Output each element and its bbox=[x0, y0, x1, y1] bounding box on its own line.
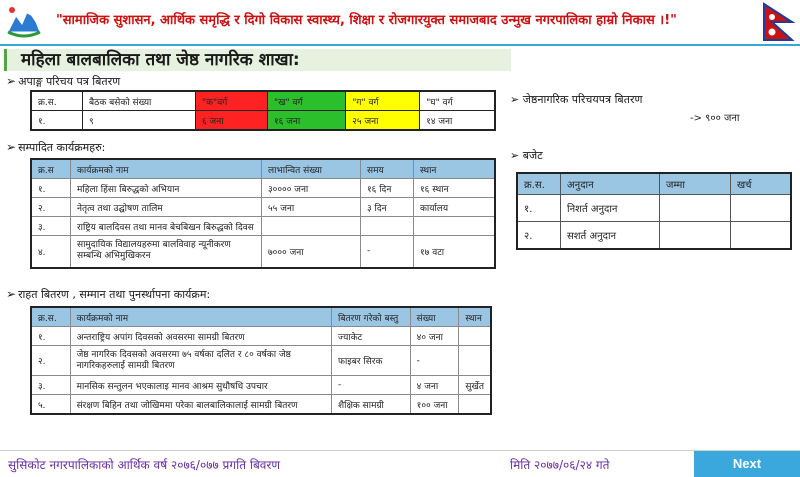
table-cell: ९ bbox=[83, 111, 196, 131]
table-cell: १७ वटा bbox=[414, 236, 496, 268]
table-header-cell: जम्मा bbox=[660, 173, 731, 195]
table-cell: १४ जना bbox=[420, 111, 495, 131]
nepal-flag-icon bbox=[762, 2, 796, 42]
table-cell bbox=[361, 217, 414, 236]
table-row bbox=[31, 327, 491, 346]
table-row bbox=[31, 217, 495, 236]
table-cell: ३०००० जना bbox=[262, 179, 361, 198]
table-row bbox=[517, 222, 791, 250]
table-cell bbox=[459, 395, 491, 415]
table-cell: फाइबर सिरक bbox=[332, 346, 411, 376]
table-cell: १६ दिन bbox=[361, 179, 414, 198]
table-header-cell: क्र.स. bbox=[31, 91, 83, 111]
table-header-cell: क्र.स. bbox=[31, 307, 70, 327]
table-cell: सामुदायिक विद्यालयहरुमा बालविवाह न्यूनीकरण सम्बन्धि अभिमुखिकरन bbox=[71, 236, 262, 268]
table-row bbox=[31, 179, 495, 198]
table-cell bbox=[414, 217, 496, 236]
footer-bar bbox=[0, 450, 800, 477]
table-cell: ६ जना bbox=[196, 111, 268, 131]
footer-report-title: सुसिकोट नगरपालिकाको आर्थिक वर्ष २०७६/०७७ प्रगति बिवरण bbox=[8, 458, 281, 472]
table-header-cell: समय bbox=[361, 159, 414, 179]
table-cell: ५५ जना bbox=[262, 198, 361, 217]
table-cell: महिला हिंसा बिरुद्धको अभियान bbox=[71, 179, 262, 198]
table-cell: मानसिक सन्तुलन भएकालाइ मानव आश्रम सुधौषधि उपचार bbox=[70, 376, 331, 395]
category-ka-header: "क"वर्ग bbox=[196, 91, 268, 111]
table-cell: ४ जना bbox=[410, 376, 459, 395]
section-relief-heading: ➢ राहत बितरण , सम्मान तथा पुनर्स्थापना कार्यक्रम: bbox=[6, 287, 211, 301]
table-header-cell: अनुदान bbox=[561, 173, 660, 195]
table-cell: १६ जना bbox=[268, 111, 346, 131]
table-cell: ज्याकेट bbox=[332, 327, 411, 346]
table-cell bbox=[660, 222, 731, 250]
table-header-row bbox=[31, 307, 491, 327]
arrow-icon: ➢ bbox=[510, 93, 520, 106]
table-cell bbox=[731, 195, 792, 222]
table-header-cell: लाभान्वित संख्या bbox=[262, 159, 361, 179]
table-cell: २. bbox=[517, 222, 561, 250]
table-cell: - bbox=[332, 376, 411, 395]
table-cell: राष्ट्रिय बालदिवस तथा मानव बेचबिखन बिरुद्धको दिवस bbox=[71, 217, 262, 236]
table-cell: ३ दिन bbox=[361, 198, 414, 217]
table-row bbox=[31, 395, 491, 415]
table-cell bbox=[459, 327, 491, 346]
table-header-cell: खर्च bbox=[731, 173, 792, 195]
table-header-cell: कार्यक्रमको नाम bbox=[71, 159, 262, 179]
budget-table bbox=[516, 172, 792, 250]
table-cell: ७००० जना bbox=[262, 236, 361, 268]
senior-id-heading: ➢ जेष्ठनागरिक परिचयपत्र बितरण bbox=[510, 93, 643, 106]
category-gha-header: "घ" वर्ग bbox=[420, 91, 495, 111]
senior-id-count: -> ९०० जना bbox=[690, 113, 740, 124]
table-header-cell: बितरण गरेको बस्तु bbox=[332, 307, 411, 327]
table-cell: अन्तराष्ट्रिय अपांग दिवसको अवसरमा सामग्री बितरण bbox=[70, 327, 331, 346]
arrow-icon: ➢ bbox=[6, 287, 17, 301]
table-header-cell: स्थान bbox=[459, 307, 491, 327]
category-kha-header: "ख" वर्ग bbox=[268, 91, 346, 111]
footer-date: मिति २०७७/०६/२४ गते bbox=[510, 458, 610, 472]
disability-card-table bbox=[30, 90, 496, 131]
table-cell: सुर्खेत bbox=[459, 376, 491, 395]
page-title: महिला बालबालिका तथा जेष्ठ नागरिक शाखा: bbox=[4, 49, 511, 71]
table-cell: १. bbox=[31, 111, 83, 131]
table-cell bbox=[459, 346, 491, 376]
table-header-cell: संख्या bbox=[410, 307, 459, 327]
table-cell: ४. bbox=[31, 236, 71, 268]
table-cell: २५ जना bbox=[346, 111, 420, 131]
table-header-row bbox=[31, 91, 495, 111]
table-cell: कार्यालय bbox=[414, 198, 496, 217]
emblem-logo bbox=[4, 2, 44, 40]
programs-table bbox=[30, 158, 496, 269]
table-cell: १. bbox=[31, 179, 71, 198]
table-header-row bbox=[31, 159, 495, 179]
table-cell: २. bbox=[31, 198, 71, 217]
relief-table bbox=[30, 306, 492, 415]
table-cell: सशर्त अनुदान bbox=[561, 222, 660, 250]
table-row bbox=[517, 195, 791, 222]
table-row bbox=[31, 198, 495, 217]
arrow-icon: ➢ bbox=[6, 74, 17, 88]
section-disability-card-heading: ➢ अपाङ्ग परिचय पत्र बितरण bbox=[6, 74, 121, 88]
table-cell: १. bbox=[31, 327, 70, 346]
top-header bbox=[0, 0, 800, 46]
table-cell: शैक्षिक सामग्री bbox=[332, 395, 411, 415]
next-button[interactable]: Next bbox=[694, 451, 800, 477]
table-cell bbox=[660, 195, 731, 222]
table-row bbox=[31, 236, 495, 268]
table-cell: नेतृत्व तथा उद्घोषण तालिम bbox=[71, 198, 262, 217]
table-header-cell: बैठक बसेको संख्या bbox=[83, 91, 196, 111]
arrow-icon: ➢ bbox=[6, 140, 17, 154]
table-cell: ५. bbox=[31, 395, 70, 415]
arrow-icon: ➢ bbox=[510, 149, 520, 162]
table-cell bbox=[731, 222, 792, 250]
table-cell: १०० जना bbox=[410, 395, 459, 415]
table-cell: १. bbox=[517, 195, 561, 222]
table-row bbox=[31, 376, 491, 395]
table-cell: ३. bbox=[31, 376, 70, 395]
table-cell: २. bbox=[31, 346, 70, 376]
table-header-cell: स्थान bbox=[414, 159, 496, 179]
table-cell: निशर्त अनुदान bbox=[561, 195, 660, 222]
table-header-cell: क्र.स bbox=[31, 159, 71, 179]
table-row bbox=[31, 111, 495, 131]
table-cell: संरक्षण बिहिन तथा जोखिममा परेका बालबालिकालाई सामग्री बितरण bbox=[70, 395, 331, 415]
table-header-row bbox=[517, 173, 791, 195]
table-cell: ३. bbox=[31, 217, 71, 236]
budget-heading: ➢ बजेट bbox=[510, 149, 543, 162]
table-cell: १६ स्थान bbox=[414, 179, 496, 198]
section-programs-heading: ➢ सम्पादित कार्यक्रमहरु: bbox=[6, 140, 106, 154]
slogan-text: "सामाजिक सुशासन, आर्थिक समृद्धि र दिगो विकास स्वास्थ्य, शिक्षा र रोजगारयुक्त समाजबाद उन्मुख नगरपालिका हाम्रो निकास ।!" bbox=[56, 13, 677, 28]
category-ga-header: "ग" वर्ग bbox=[346, 91, 420, 111]
table-row bbox=[31, 346, 491, 376]
table-header-cell: कार्यक्रमको नाम bbox=[70, 307, 331, 327]
table-cell: ४० जना bbox=[410, 327, 459, 346]
table-cell: - bbox=[410, 346, 459, 376]
table-cell bbox=[262, 217, 361, 236]
table-cell: जेष्ठ नागरिक दिवसको अवसरमा ७५ वर्षका दलित र ८० वर्षका जेष्ठ नागरिकहरुलाई सामग्री बितरण bbox=[70, 346, 331, 376]
table-cell: - bbox=[361, 236, 414, 268]
table-header-cell: क्र.स. bbox=[517, 173, 561, 195]
